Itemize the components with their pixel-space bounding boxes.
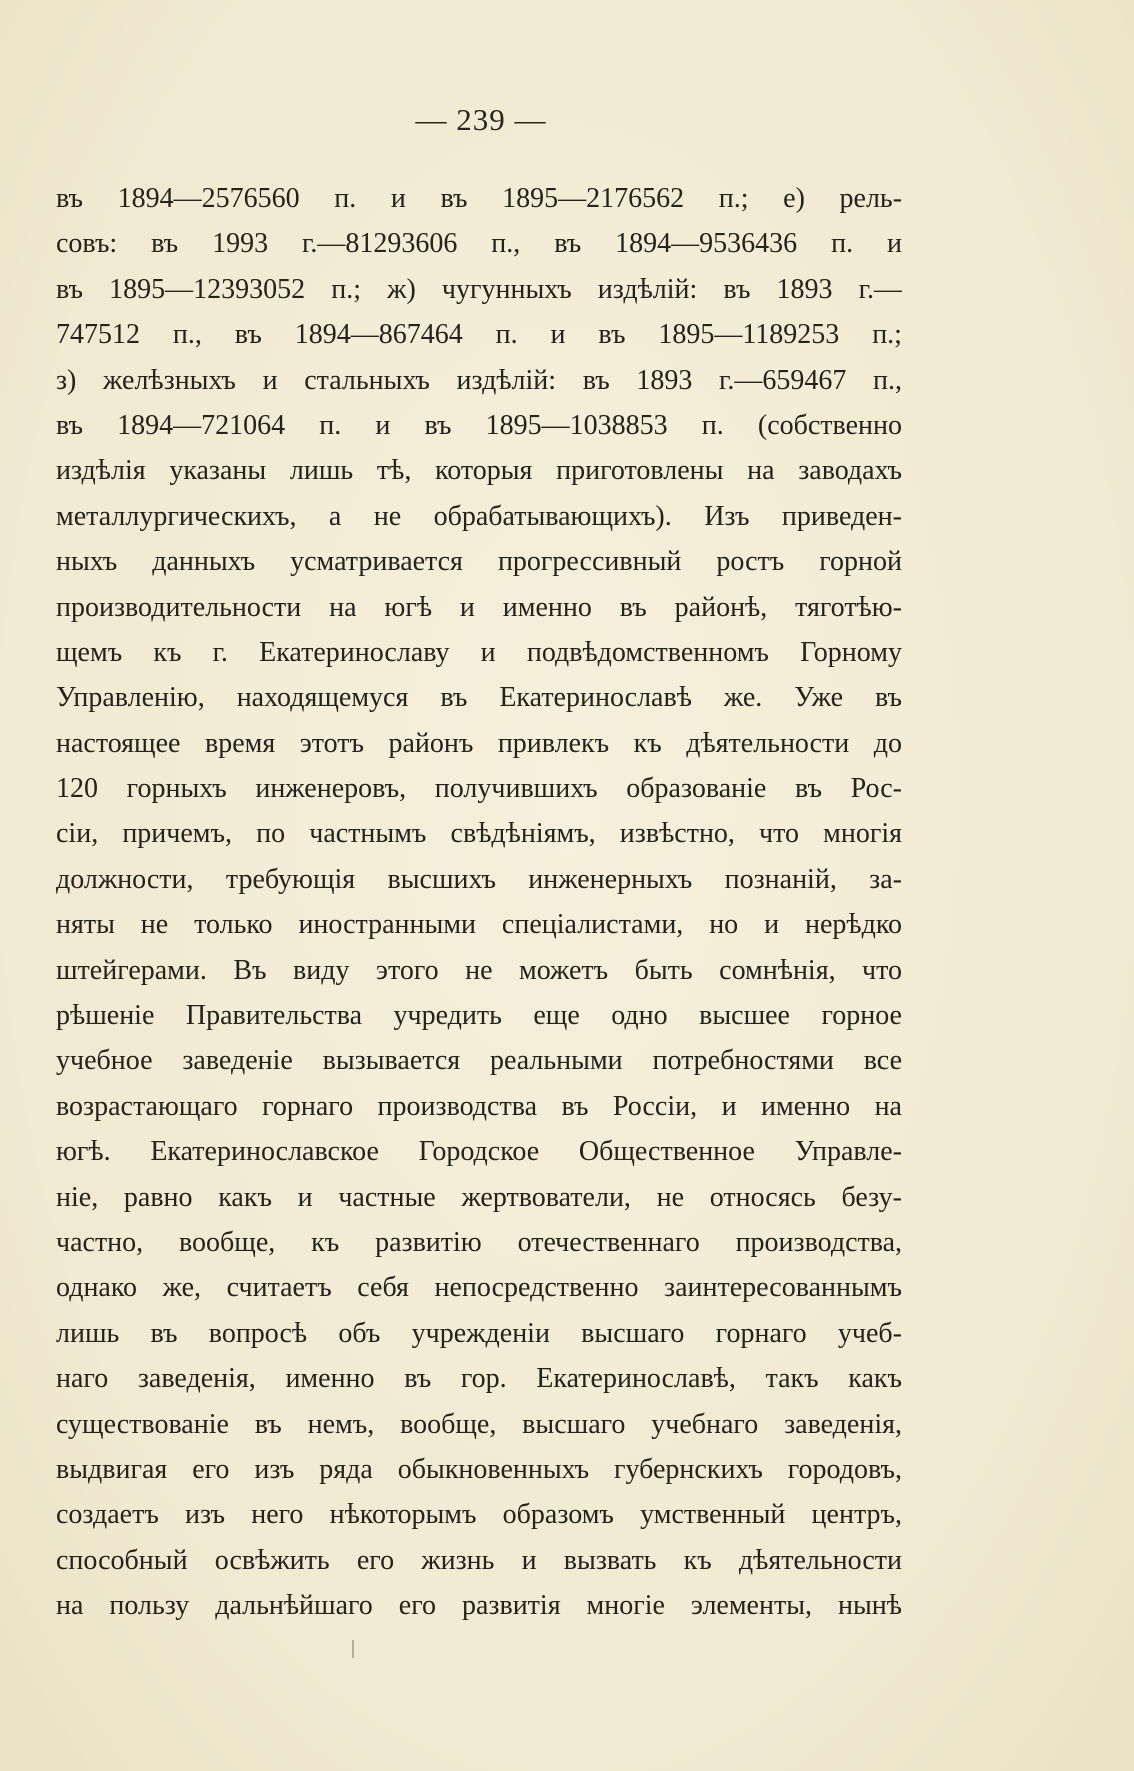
- text-line-24: частно, вообще, къ развитію отечественнаго производства,: [56, 1226, 902, 1258]
- text-line-31: способный освѣжить его жизнь и вызвать къ дѣятельности: [56, 1544, 902, 1576]
- text-line-16: должности, требующія высшихъ инженерныхъ познаній, за-: [56, 863, 902, 895]
- text-line-7: издѣлія указаны лишь тѣ, которыя приготовлены на заводахъ: [56, 455, 902, 487]
- text-line-22: югѣ. Екатеринославское Городское Общественное Управле-: [56, 1136, 902, 1168]
- print-mark: [352, 1640, 354, 1658]
- text-line-5: з) желѣзныхъ и стальныхъ издѣлій: въ 1893 г.—659467 п.,: [56, 364, 902, 396]
- text-line-14: 120 горныхъ инженеровъ, получившихъ образованіе въ Рос-: [56, 773, 902, 805]
- body-text: [56, 176, 902, 1629]
- text-line-29: выдвигая его изъ ряда обыкновенныхъ губернскихъ городовъ,: [56, 1453, 902, 1485]
- text-line-10: производительности на югѣ и именно въ районѣ, тяготѣю-: [56, 591, 902, 623]
- text-line-19: рѣшеніе Правительства учредить еще одно высшее горное: [56, 1000, 902, 1032]
- text-line-11: щемъ къ г. Екатеринославу и подвѣдомственномъ Горному: [56, 636, 902, 668]
- text-line-18: штейгерами. Въ виду этого не можетъ быть сомнѣнія, что: [56, 954, 902, 986]
- text-line-20: учебное заведеніе вызывается реальными потребностями все: [56, 1045, 902, 1077]
- text-line-23: ніе, равно какъ и частные жертвователи, не относясь безу-: [56, 1181, 902, 1213]
- text-line-9: ныхъ данныхъ усматривается прогрессивный ростъ горной: [56, 546, 902, 578]
- text-line-6: въ 1894—721064 п. и въ 1895—1038853 п. (собственно: [56, 409, 902, 441]
- text-line-3: въ 1895—12393052 п.; ж) чугунныхъ издѣлій: въ 1893 г.—: [56, 273, 902, 305]
- text-line-27: наго заведенія, именно въ гор. Екатеринославѣ, такъ какъ: [56, 1363, 902, 1395]
- page-number: — 239 —: [415, 102, 547, 137]
- text-line-21: возрастающаго горнаго производства въ Россіи, и именно на: [56, 1090, 902, 1122]
- text-line-2: совъ: въ 1993 г.—81293606 п., въ 1894—9536436 п. и: [56, 228, 902, 260]
- text-line-8: металлургическихъ, а не обрабатывающихъ). Изъ приведен-: [56, 500, 902, 532]
- text-line-17: няты не только иностранными спеціалистами, но и нерѣдко: [56, 909, 902, 941]
- text-line-32: на пользу дальнѣйшаго его развитія многіе элементы, нынѣ: [56, 1590, 902, 1622]
- text-line-1: въ 1894—2576560 п. и въ 1895—2176562 п.; е) рель-: [56, 183, 902, 214]
- text-line-28: существованіе въ немъ, вообще, высшаго учебнаго заведенія,: [56, 1408, 902, 1440]
- text-line-4: 747512 п., въ 1894—867464 п. и въ 1895—1189253 п.;: [56, 319, 902, 351]
- text-line-13: настоящее время этотъ районъ привлекъ къ дѣятельности до: [56, 727, 902, 759]
- text-line-30: создаетъ изъ него нѣкоторымъ образомъ умственный центръ,: [56, 1499, 902, 1531]
- text-line-12: Управленію, находящемуся въ Екатеринославѣ же. Уже въ: [56, 682, 902, 714]
- text-line-26: лишь въ вопросѣ объ учрежденіи высшаго горнаго учеб-: [56, 1317, 902, 1349]
- text-line-15: сіи, причемъ, по частнымъ свѣдѣніямъ, извѣстно, что многія: [56, 818, 902, 850]
- text-line-25: однако же, считаетъ себя непосредственно заинтересованнымъ: [56, 1272, 902, 1304]
